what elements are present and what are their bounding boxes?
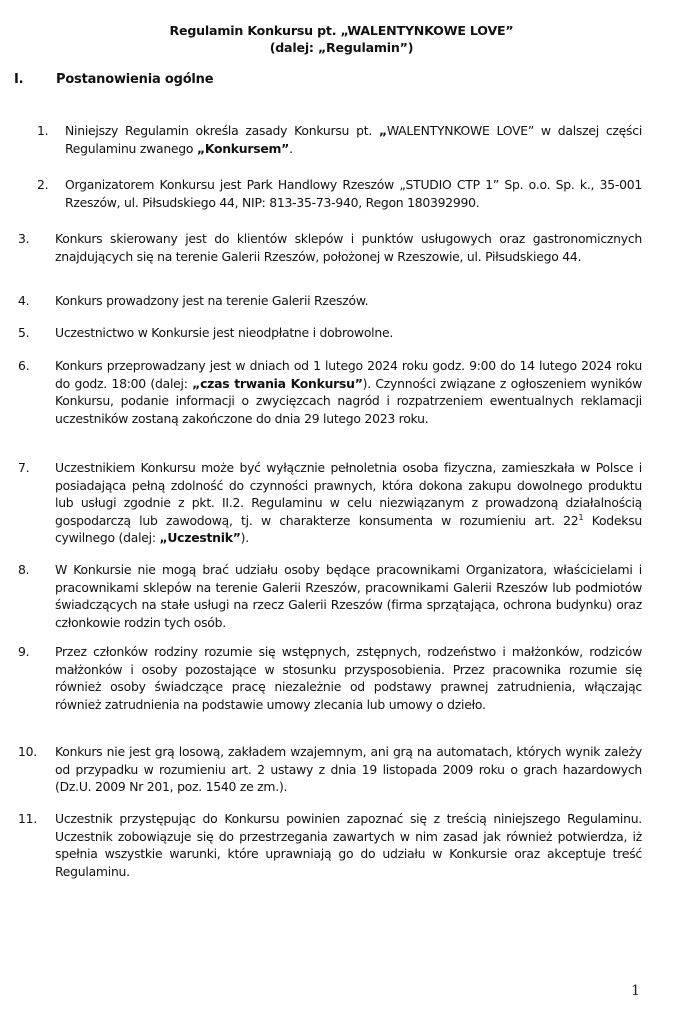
list-item-text: W Konkursie nie mogą brać udziału osoby będące pracownikami Organizatora, właścicielami i pracownikami sklepów na terenie Galerii Rzeszów, pracownikami Galerii Rzeszów lub podmiotów świadczących na stałe usługi na rzecz Galerii Rzeszów (firma sprzątająca, ochrona budynku) oraz członkowie rodzin tych osób. xyxy=(55,562,642,630)
list-item-3 xyxy=(18,230,642,265)
list-item-5 xyxy=(18,324,642,342)
list-item-number: 1. xyxy=(37,123,49,138)
text-segment: WALENTYNKOWE LOVE” w dalszej części Regulaminu zwanego xyxy=(65,123,643,156)
superscript: 1 xyxy=(578,512,584,522)
bold-segment: „ xyxy=(378,123,387,138)
text-segment: Niniejszy Regulamin określa zasady Konkursu pt. xyxy=(65,123,379,138)
list-item-text xyxy=(55,357,642,427)
list-item-text xyxy=(65,122,642,157)
list-item-number: 10. xyxy=(18,744,37,759)
list-item-text: Konkurs prowadzony jest na terenie Galerii Rzeszów. xyxy=(55,293,369,308)
list-item-8 xyxy=(18,561,642,631)
list-item-number: 4. xyxy=(18,293,30,308)
list-item-text: Uczestnik przystępując do Konkursu powinien zapoznać się z treścią niniejszego Regulaminu. Uczestnik zobowiązuje się do przestrzegania zawartych w nim zasad jak również potwierdza, iż spełnia wszystkie warunki, które uprawniają go do udziału w Konkursie oraz akceptuje treść Regulaminu. xyxy=(55,811,642,879)
text-segment: ). xyxy=(240,530,249,545)
list-item-2 xyxy=(37,176,642,211)
text-segment: Kodeksu cywilnego (dalej: xyxy=(55,512,643,545)
page-number: 1 xyxy=(631,983,640,999)
list-item-4 xyxy=(18,292,642,310)
section-number: I. xyxy=(14,72,24,87)
document-title xyxy=(0,22,683,56)
defined-term-konkursem: „Konkursem” xyxy=(196,140,290,156)
text-segment: . xyxy=(289,140,293,156)
defined-term-czas-trwania: „czas trwania Konkursu” xyxy=(192,375,363,391)
list-item-text: Organizatorem Konkursu jest Park Handlowy Rzeszów „STUDIO CTP 1” Sp. o.o. Sp. k., 35-001 Rzeszów, ul. Piłsudskiego 44, NIP: 813-35-73-940, Regon 180392990. xyxy=(65,177,642,210)
text-segment: Konkurs przeprowadzany jest w dniach od 1 lutego 2024 roku godz. 9:00 do 14 lutego 2024 roku do godz. 18:00 (dalej: xyxy=(55,358,642,391)
list-item-text: Konkurs skierowany jest do klientów sklepów i punktów usługowych oraz gastronomicznych znajdujących się na terenie Galerii Rzeszów, położonej w Rzeszowie, ul. Piłsudskiego 44. xyxy=(55,231,642,264)
list-item-1 xyxy=(37,122,643,157)
list-item-number: 5. xyxy=(18,325,30,340)
list-item-number: 11. xyxy=(18,811,37,826)
text-segment: ). Czynności związane z ogłoszeniem wyników Konkursu, podanie informacji o zwycięzcach nagród i rozpatrzeniem ewentualnych reklamacji uczestników zostaną zakończone do dnia 29 lutego 2023 roku. xyxy=(55,375,642,426)
title-line-1: Regulamin Konkursu pt. „WALENTYNKOWE LOVE” xyxy=(169,23,514,38)
defined-term-uczestnik: „Uczestnik” xyxy=(159,530,241,545)
list-item-6 xyxy=(18,357,642,427)
list-item-number: 9. xyxy=(18,644,30,659)
list-item-number: 6. xyxy=(18,358,30,373)
list-item-7 xyxy=(18,459,643,547)
list-item-text: Uczestnictwo w Konkursie jest nieodpłatne i dobrowolne. xyxy=(55,325,394,340)
list-item-10 xyxy=(18,743,642,796)
list-item-11 xyxy=(18,810,642,880)
title-line-2: (dalej: „Regulamin”) xyxy=(269,40,414,55)
section-title: Postanowienia ogólne xyxy=(56,72,214,87)
list-item-9 xyxy=(18,643,642,713)
list-item-number: 7. xyxy=(18,460,30,475)
list-item-text xyxy=(55,459,642,547)
text-segment: Uczestnikiem Konkursu może być wyłącznie pełnoletnia osoba fizyczna, zamieszkała w Polsce i posiadająca pełną zdolność do czynności prawnych, która dokona zakupu dowolnego produktu lub usługi zgodnie z pkt. II.2. Regulaminu w celu niezwiązanym z prowadzoną działalnością gospodarczą lub zawodową, tj. w charakterze konsumenta w rozumieniu art. 22 xyxy=(55,460,642,528)
list-item-number: 8. xyxy=(18,562,30,577)
list-item-number: 2. xyxy=(37,177,49,192)
list-item-number: 3. xyxy=(18,231,30,246)
list-item-text: Przez członków rodziny rozumie się wstępnych, zstępnych, rodzeństwo i małżonków, rodziców małżonków i osoby pozostające w stosunku przysposobienia. Przez pracownika rozumie się również osoby świadczące pracę niezależnie od podstawy prawnej zatrudnienia, włączając również zatrudnienia na podstawie umowy zlecania lub umowy o dzieło. xyxy=(55,644,642,712)
list-item-text: Konkurs nie jest grą losową, zakładem wzajemnym, ani grą na automatach, których wynik zależy od przypadku w rozumieniu art. 2 ustawy z dnia 19 listopada 2009 roku o grach hazardowych (Dz.U. 2009 Nr 201, poz. 1540 ze zm.). xyxy=(55,744,642,794)
